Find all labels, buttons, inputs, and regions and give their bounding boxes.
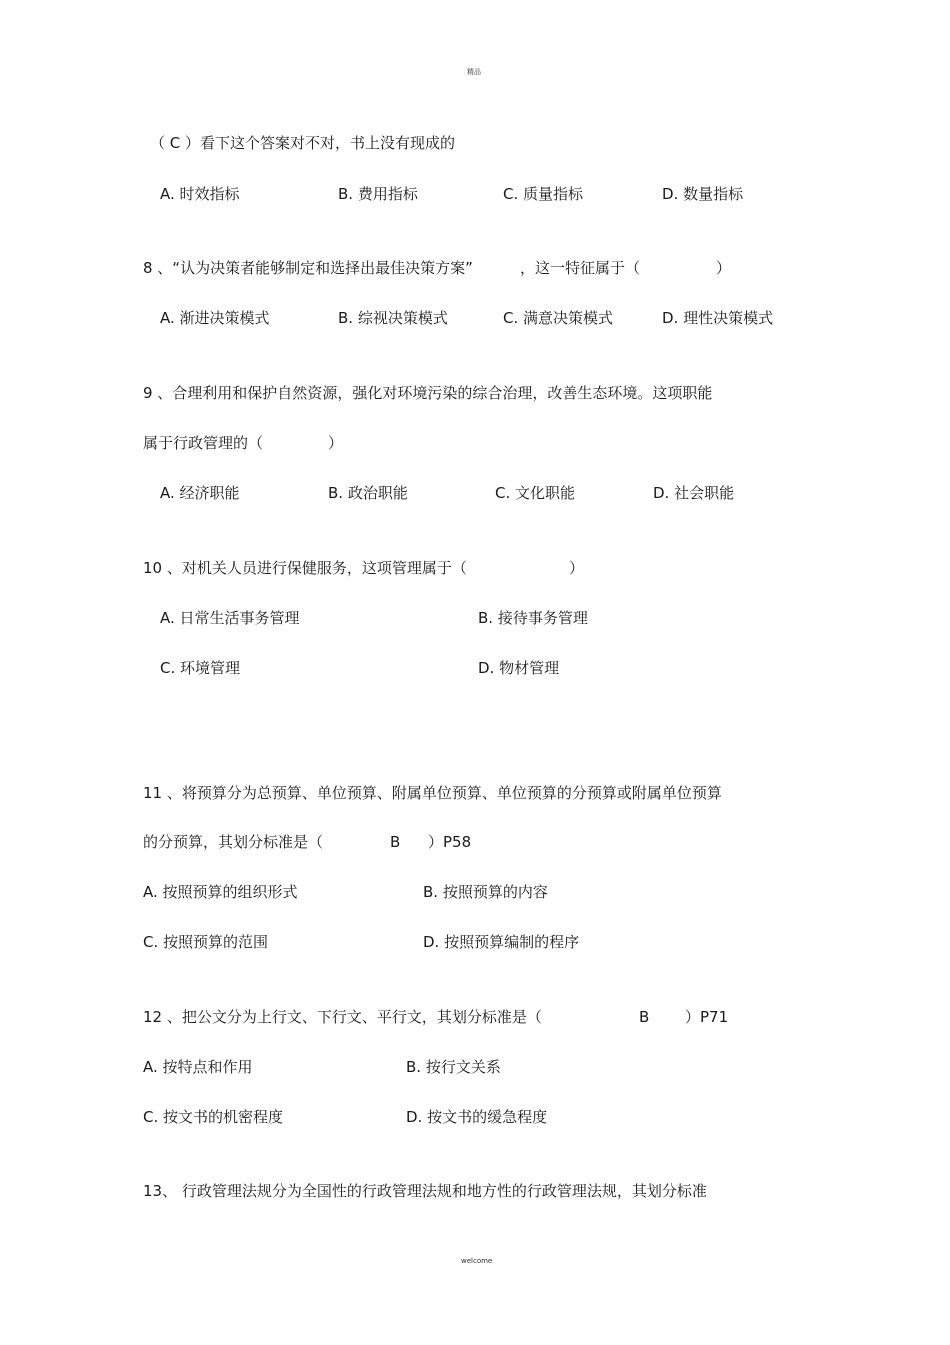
q12-page-ref: ）P71	[685, 1008, 729, 1026]
q11-stem-line2: 的分预算，其划分标准是（	[143, 833, 324, 851]
q8-option-a: A. 渐进决策模式	[160, 309, 270, 327]
q11-stem-line1: 11 、将预算分为总预算、单位预算、附属单位预算、单位预算的分预算或附属单位预算	[143, 784, 722, 802]
q12-option-d: D. 按文书的缓急程度	[406, 1108, 548, 1126]
q10-stem: 10 、对机关人员进行保健服务，这项管理属于（	[143, 559, 467, 577]
q8-stem: 8 、“认为决策者能够制定和选择出最佳决策方案”	[143, 259, 473, 277]
q9-option-b: B. 政治职能	[328, 484, 408, 502]
q11-option-b: B. 按照预算的内容	[423, 883, 548, 901]
q10-option-d: D. 物材管理	[478, 659, 560, 677]
q7-option-b: B. 费用指标	[338, 185, 418, 203]
q7-option-c: C. 质量指标	[503, 185, 584, 203]
q9-option-d: D. 社会职能	[653, 484, 735, 502]
q11-option-c: C. 按照预算的范围	[143, 933, 269, 951]
q8-option-b: B. 综视决策模式	[338, 309, 448, 327]
q8-stem-close: ）	[716, 259, 732, 277]
q11-option-a: A. 按照预算的组织形式	[143, 883, 298, 901]
page-footer: welcome	[461, 1257, 493, 1265]
q10-option-a: A. 日常生活事务管理	[160, 609, 300, 627]
q9-stem-line1: 9 、合理利用和保护自然资源，强化对环境污染的综合治理，改善生态环境。这项职能	[143, 384, 713, 402]
q13-stem-line1: 13、 行政管理法规分为全国性的行政管理法规和地方性的行政管理法规，其划分标准	[143, 1182, 707, 1200]
q10-option-b: B. 接待事务管理	[478, 609, 588, 627]
q8-stem-tail: ，这一特征属于（	[520, 259, 641, 277]
q10-stem-close: ）	[569, 559, 585, 577]
q12-answer: B	[639, 1008, 650, 1026]
q10-option-c: C. 环境管理	[160, 659, 241, 677]
q7-answer-line: （ C ）看下这个答案对不对，书上没有现成的	[150, 134, 456, 152]
q9-stem-line2: 属于行政管理的（	[143, 434, 264, 452]
page-header: 精品	[467, 68, 481, 76]
q8-option-c: C. 满意决策模式	[503, 309, 614, 327]
q7-option-d: D. 数量指标	[662, 185, 744, 203]
q11-option-d: D. 按照预算编制的程序	[423, 933, 580, 951]
q12-option-c: C. 按文书的机密程度	[143, 1108, 284, 1126]
q12-option-b: B. 按行文关系	[406, 1058, 501, 1076]
q11-answer: B	[390, 833, 401, 851]
q9-option-a: A. 经济职能	[160, 484, 240, 502]
q11-page-ref: ）P58	[428, 833, 472, 851]
q9-stem-close: ）	[328, 434, 344, 452]
q9-option-c: C. 文化职能	[495, 484, 576, 502]
q8-option-d: D. 理性决策模式	[662, 309, 774, 327]
q12-stem: 12 、把公文分为上行文、下行文、平行文，其划分标准是（	[143, 1008, 542, 1026]
q7-option-a: A. 时效指标	[160, 185, 240, 203]
q12-option-a: A. 按特点和作用	[143, 1058, 253, 1076]
